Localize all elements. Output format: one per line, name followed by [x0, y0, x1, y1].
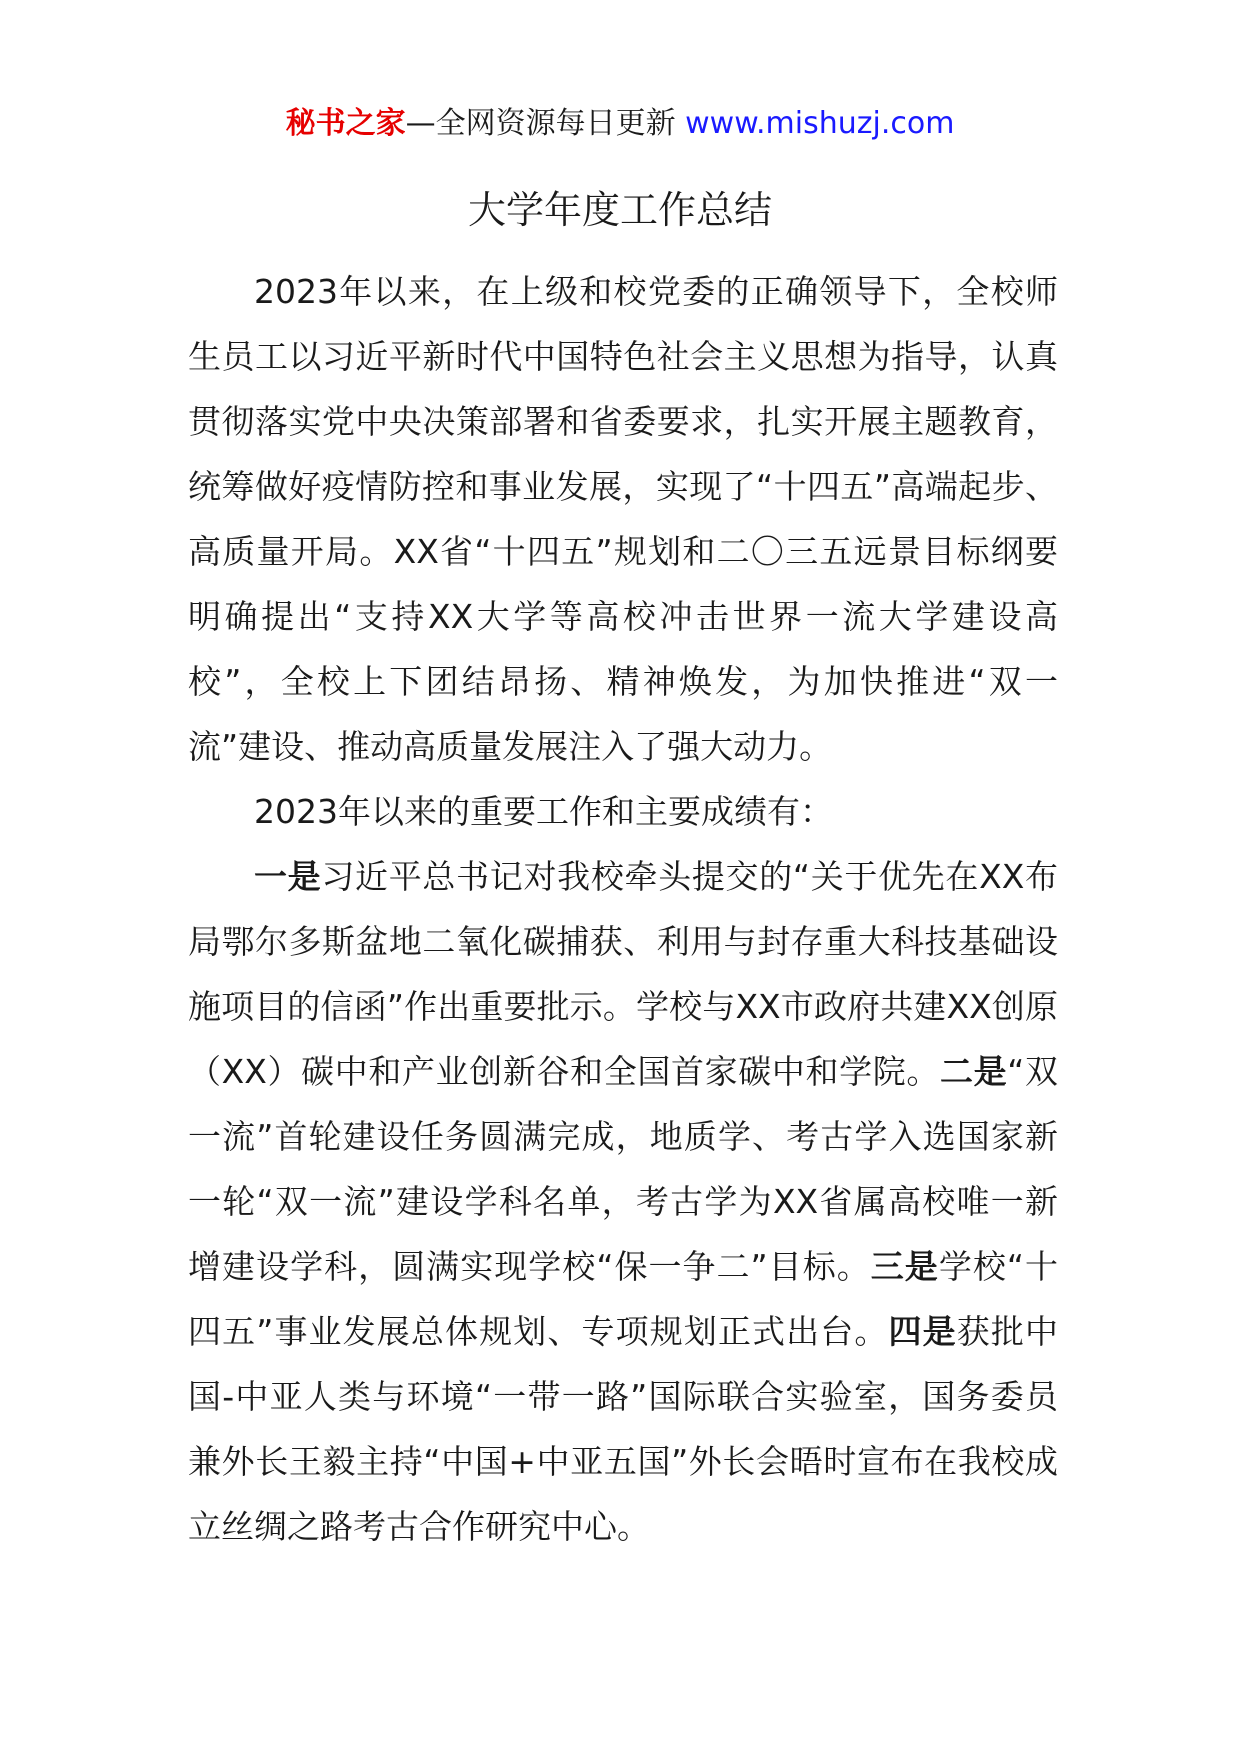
item-1-text: 习近平总书记对我校牵头提交的“关于优先在XX布局鄂尔多斯盆地二氧化碳捕获、利用与封存重大科技基础设施项目的信函”作出重要批示。学校与XX市政府共建XX创原（XX）碳中和产业创新谷和全国首家碳中和学院。 [188, 857, 1059, 1091]
brand-name: 秘书之家 [285, 106, 406, 141]
item-2-text: “双一流”首轮建设任务圆满完成，地质学、考古学入选国家新一轮“双一流”建设学科名单，考古学为XX省属高校唯一新增建设学科，圆满实现学校“保一争二”目标。 [188, 1052, 1059, 1286]
achievements-paragraph [188, 844, 1058, 1559]
item-2-label: 二是 [940, 1052, 1008, 1091]
site-header [0, 100, 1240, 148]
intro-paragraph: 2023年以来，在上级和校党委的正确领导下，全校师生员工以习近平新时代中国特色社会主义思想为指导，认真贯彻落实党中央决策部署和省委要求，扎实开展主题教育，统筹做好疫情防控和事业发展，实现了“十四五”高端起步、高质量开局。XX省“十四五”规划和二〇三五远景目标纲要明确提出“支持XX大学等高校冲击世界一流大学建设高校”，全校上下团结昂扬、精神焕发，为加快推进“双一流”建设、推动高质量发展注入了强大动力。 [188, 272, 1058, 766]
site-url-link[interactable]: www.mishuzj.com [685, 106, 955, 141]
item-3-label: 三是 [870, 1247, 939, 1286]
document-body [188, 259, 1058, 1559]
item-4-label: 四是 [888, 1312, 957, 1351]
lead-paragraph: 2023年以来的重要工作和主要成绩有： [254, 792, 833, 831]
item-3-text: 学校“十四五”事业发展总体规划、专项规划正式出台。 [188, 1247, 1058, 1351]
document-title: 大学年度工作总结 [467, 188, 772, 232]
item-4-text: 获批中国-中亚人类与环境“一带一路”国际联合实验室，国务委员兼外长王毅主持“中国+中亚五国”外长会晤时宣布在我校成立丝绸之路考古合作研究中心。 [188, 1312, 1058, 1546]
header-slogan: —全网资源每日更新 [405, 106, 686, 141]
item-1-label: 一是 [254, 857, 322, 896]
